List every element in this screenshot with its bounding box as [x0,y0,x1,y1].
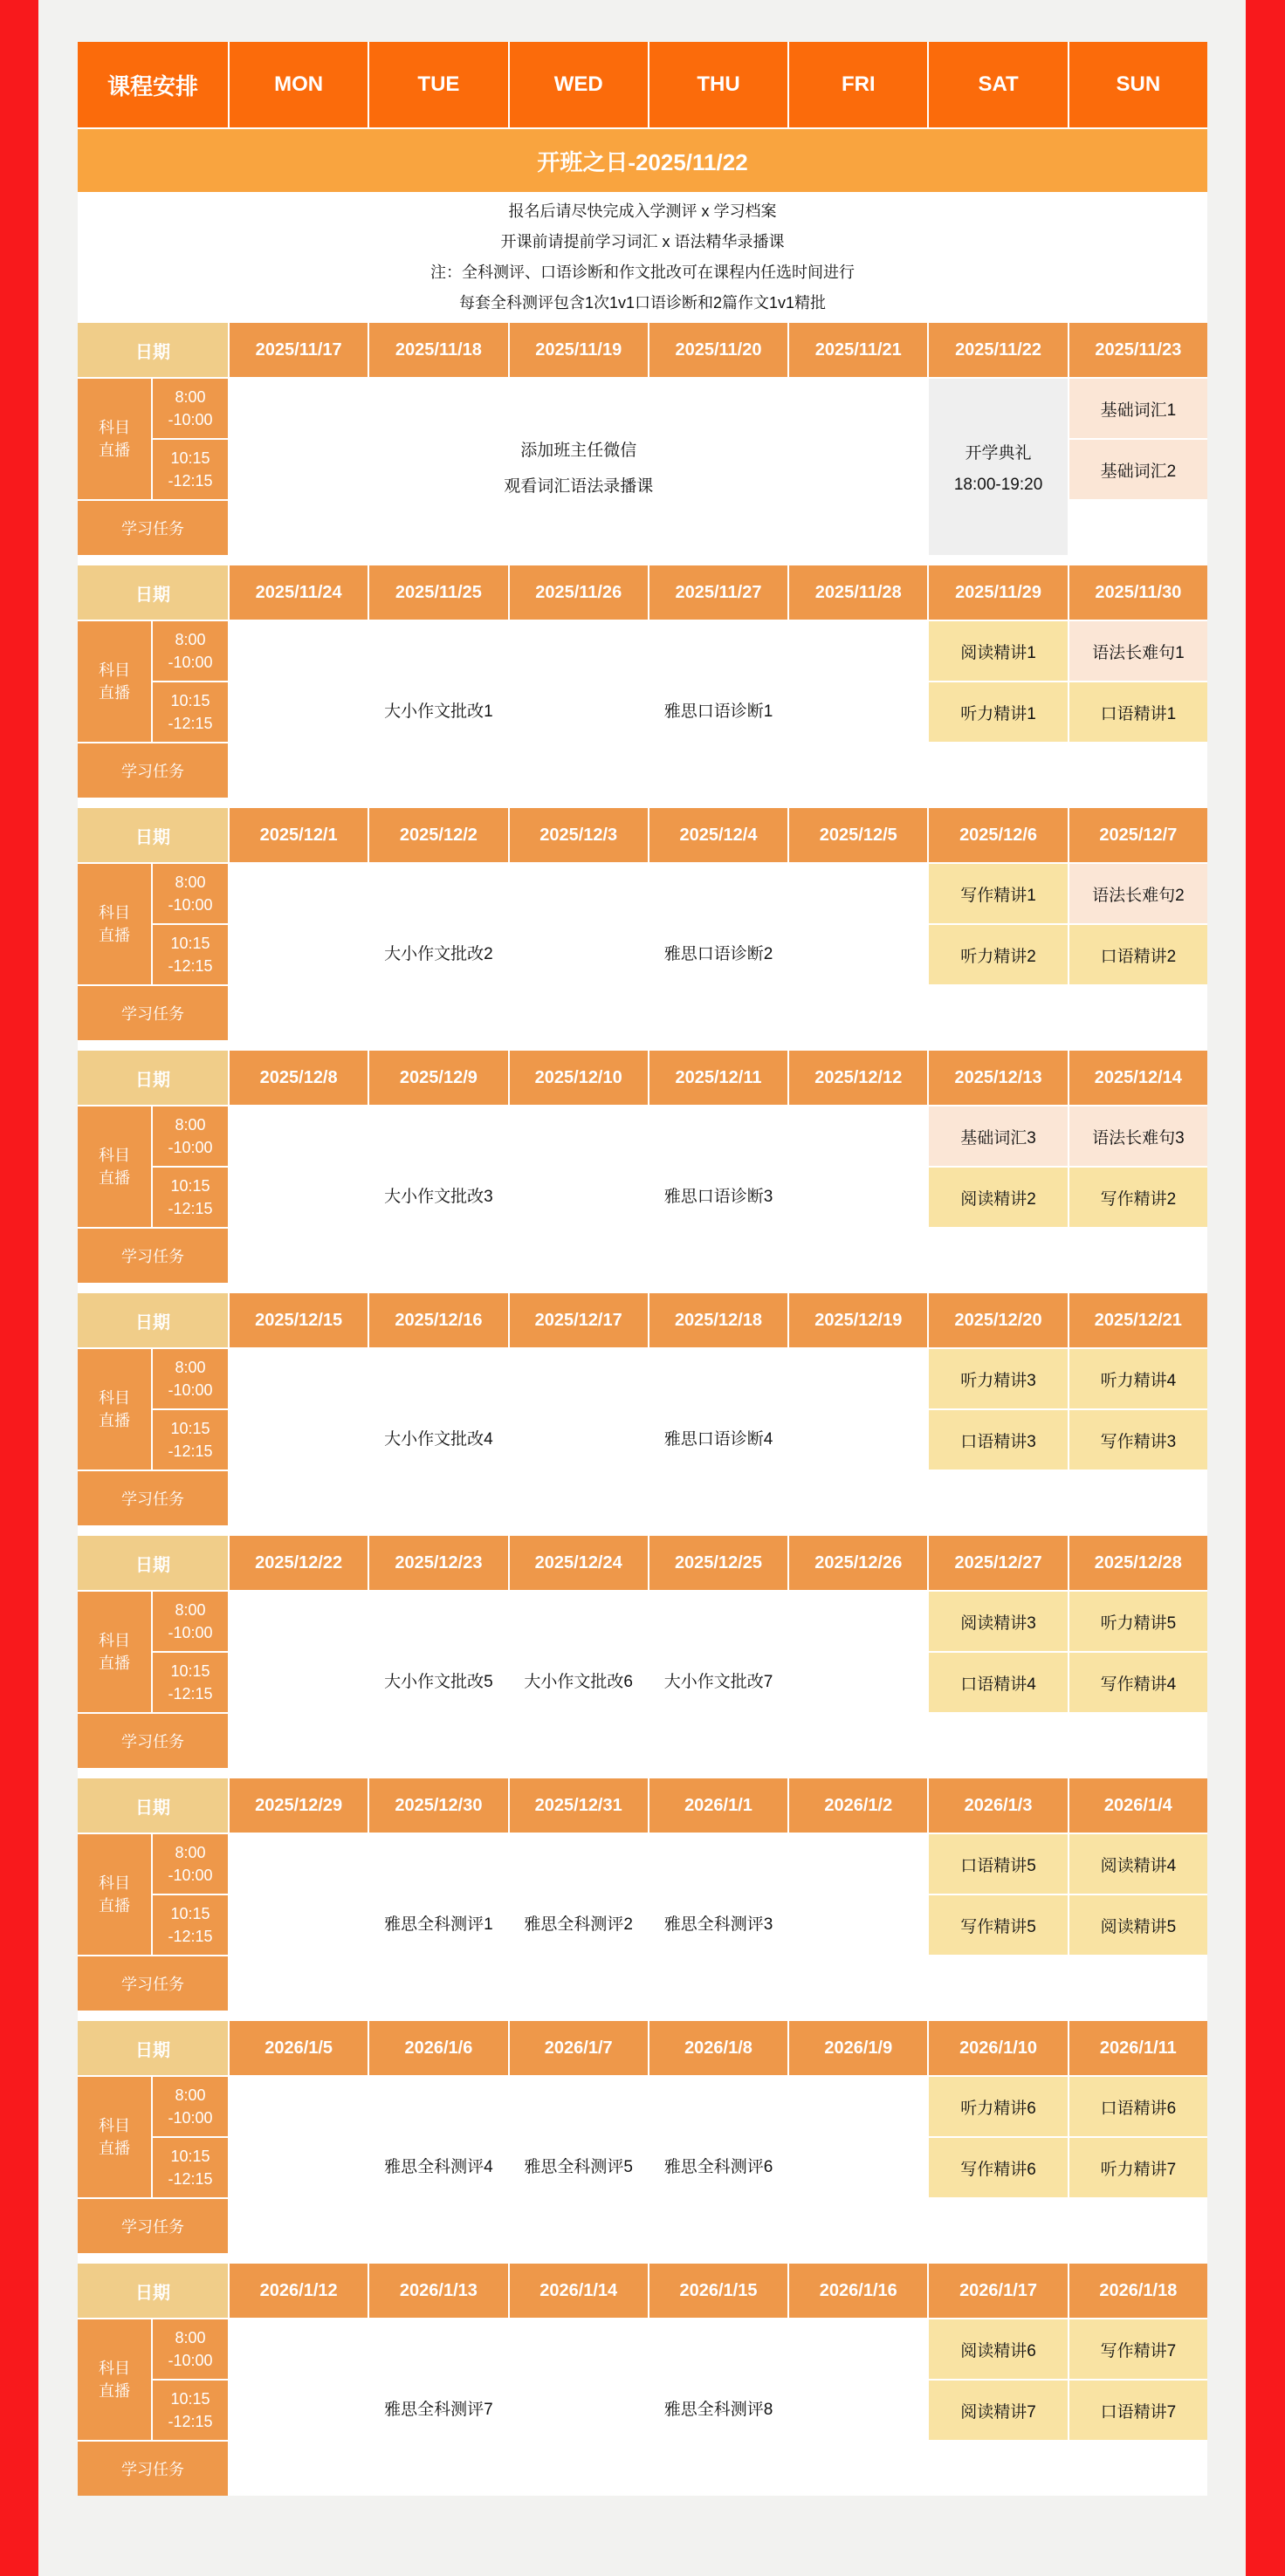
date-cell: 2025/12/26 [789,1536,927,1590]
date-cell: 2025/12/11 [649,1051,787,1105]
date-cell: 2026/1/8 [649,2021,787,2075]
note-line: 报名后请尽快完成入学测评 x 学习档案 [508,202,777,220]
class-cell: 大小作文批改7 [663,1672,773,1691]
date-cell: 2026/1/7 [510,2021,648,2075]
time-slot-1: 8:00 -10:00 [153,621,228,681]
class-cell: 大小作文批改3 [384,1187,493,1206]
date-cell: 2025/12/7 [1069,808,1207,862]
class-cell: 雅思全科测评4 [384,2157,493,2176]
date-cell: 2025/11/21 [789,323,927,377]
notes-block [78,192,1207,323]
week-block-6 [78,1536,1207,1768]
class-cell: 口语精讲4 [929,1653,1067,1712]
date-cell: 2025/12/15 [230,1293,368,1347]
date-row-label: 日期 [78,1051,228,1105]
time-slot-2: 10:15 -12:15 [153,1168,228,1227]
date-cell: 2025/12/23 [369,1536,507,1590]
date-cell: 2025/12/16 [369,1293,507,1347]
date-row-label: 日期 [78,808,228,862]
class-cell: 口语精讲2 [1069,925,1207,984]
subject-live-label: 科目 直播 [78,2319,151,2440]
class-cell: 雅思全科测评7 [384,2400,493,2419]
date-cell: 2026/1/3 [929,1778,1067,1833]
left-red-sidebar [0,0,38,2576]
time-slot-1: 8:00 -10:00 [153,2319,228,2379]
time-slot-2: 10:15 -12:15 [153,2138,228,2197]
date-cell: 2026/1/10 [929,2021,1067,2075]
class-cell: 听力精讲7 [1069,2138,1207,2197]
subject-live-label: 科目 直播 [78,1592,151,1712]
date-cell: 2026/1/17 [929,2264,1067,2318]
date-cell: 2026/1/15 [649,2264,787,2318]
date-cell: 2026/1/12 [230,2264,368,2318]
note-line: 注：全科测评、口语诊断和作文批改可在课程内任选时间进行 [430,264,855,281]
week-block-1 [78,323,1207,555]
class-cell: 语法长难句3 [1069,1106,1207,1166]
class-cell: 雅思全科测评8 [663,2400,773,2419]
time-slot-1: 8:00 -10:00 [153,1106,228,1166]
class-cell: 口语精讲5 [929,1834,1067,1894]
date-cell: 2026/1/11 [1069,2021,1207,2075]
date-cell: 2026/1/16 [789,2264,927,2318]
day-header-tue: TUE [369,42,507,127]
date-row-label: 日期 [78,1778,228,1833]
day-header-mon: MON [230,42,368,127]
date-cell: 2025/11/18 [369,323,507,377]
date-cell: 2025/12/9 [369,1051,507,1105]
class-cell: 写作精讲6 [929,2138,1067,2197]
date-row-label: 日期 [78,323,228,377]
week-block-5 [78,1293,1207,1525]
week-block-7 [78,1778,1207,2011]
task-row-label: 学习任务 [78,1229,228,1283]
class-cell: 写作精讲1 [929,864,1067,923]
date-cell: 2025/12/6 [929,808,1067,862]
subject-live-label: 科目 直播 [78,1106,151,1227]
date-row-label: 日期 [78,1293,228,1347]
time-slot-2: 10:15 -12:15 [153,2381,228,2440]
class-cell: 大小作文批改6 [524,1672,633,1691]
date-cell: 2025/12/8 [230,1051,368,1105]
class-cell: 口语精讲7 [1069,2381,1207,2440]
class-cell: 听力精讲1 [929,682,1067,742]
note-line: 开课前请提前学习词汇 x 语法精华录播课 [500,233,785,250]
right-red-sidebar [1246,0,1285,2576]
date-cell: 2026/1/6 [369,2021,507,2075]
date-cell: 2025/12/12 [789,1051,927,1105]
date-cell: 2025/11/20 [649,323,787,377]
date-cell: 2025/12/10 [510,1051,648,1105]
date-cell: 2025/12/4 [649,808,787,862]
date-cell: 2025/11/24 [230,565,368,620]
week-block-3 [78,808,1207,1040]
class-cell: 雅思全科测评2 [524,1915,633,1934]
date-cell: 2026/1/13 [369,2264,507,2318]
week-block-4 [78,1051,1207,1283]
day-header-sat: SAT [929,42,1067,127]
day-header-thu: THU [649,42,787,127]
date-cell: 2025/12/28 [1069,1536,1207,1590]
date-cell: 2026/1/18 [1069,2264,1207,2318]
time-slot-1: 8:00 -10:00 [153,1349,228,1408]
class-cell: 听力精讲2 [929,925,1067,984]
date-cell: 2026/1/4 [1069,1778,1207,1833]
date-cell: 2025/11/19 [510,323,648,377]
task-row-label: 学习任务 [78,2199,228,2253]
time-slot-2: 10:15 -12:15 [153,1410,228,1470]
class-cell: 雅思全科测评5 [524,2157,633,2176]
date-cell: 2025/12/31 [510,1778,648,1833]
date-cell: 2025/12/1 [230,808,368,862]
date-row-label: 日期 [78,1536,228,1590]
task-row-label: 学习任务 [78,501,228,555]
day-header-fri: FRI [789,42,927,127]
date-cell: 2025/12/18 [649,1293,787,1347]
class-cell-opening-ceremony: 开学典礼 18:00-19:20 [929,379,1067,555]
class-cell: 大小作文批改4 [384,1429,493,1449]
subject-live-label: 科目 直播 [78,621,151,742]
time-slot-2: 10:15 -12:15 [153,440,228,499]
task-row-label: 学习任务 [78,1956,228,2011]
time-slot-1: 8:00 -10:00 [153,379,228,438]
date-cell: 2025/12/19 [789,1293,927,1347]
class-cell: 基础词汇2 [1069,440,1207,499]
class-cell: 大小作文批改5 [384,1672,493,1691]
class-cell: 口语精讲3 [929,1410,1067,1470]
class-cell: 语法长难句1 [1069,621,1207,681]
task-row-label: 学习任务 [78,2442,228,2496]
class-cell: 雅思全科测评1 [384,1915,493,1934]
class-cell: 阅读精讲5 [1069,1895,1207,1955]
week-block-2 [78,565,1207,798]
time-slot-1: 8:00 -10:00 [153,2077,228,2136]
class-cell: 听力精讲4 [1069,1349,1207,1408]
date-row-label: 日期 [78,565,228,620]
date-cell: 2025/12/17 [510,1293,648,1347]
subject-live-label: 科目 直播 [78,2077,151,2197]
date-cell: 2026/1/5 [230,2021,368,2075]
date-cell: 2025/12/22 [230,1536,368,1590]
subject-live-label: 科目 直播 [78,1834,151,1955]
class-cell: 听力精讲5 [1069,1592,1207,1651]
class-cell: 雅思口语诊断1 [663,702,773,721]
date-cell: 2025/12/2 [369,808,507,862]
class-cell: 听力精讲3 [929,1349,1067,1408]
class-cell: 写作精讲2 [1069,1168,1207,1227]
class-cell: 大小作文批改2 [384,944,493,963]
week-block-8 [78,2021,1207,2253]
class-cell: 听力精讲6 [929,2077,1067,2136]
date-cell: 2025/11/29 [929,565,1067,620]
week-block-9 [78,2264,1207,2496]
date-cell: 2025/11/27 [649,565,787,620]
time-slot-1: 8:00 -10:00 [153,1834,228,1894]
schedule-card [78,42,1207,2496]
date-cell: 2025/12/27 [929,1536,1067,1590]
date-cell: 2025/12/25 [649,1536,787,1590]
task-row-label: 学习任务 [78,1714,228,1768]
page-title: 课程安排 [78,42,228,127]
date-cell: 2025/11/30 [1069,565,1207,620]
class-cell: 雅思全科测评3 [663,1915,773,1934]
date-cell: 2025/11/17 [230,323,368,377]
class-cell: 写作精讲7 [1069,2319,1207,2379]
note-line: 每套全科测评包含1次1v1口语诊断和2篇作文1v1精批 [458,294,827,312]
day-header-wed: WED [510,42,648,127]
class-cell: 基础词汇1 [1069,379,1207,438]
date-cell: 2025/12/5 [789,808,927,862]
date-cell: 2025/12/20 [929,1293,1067,1347]
task-row-label: 学习任务 [78,986,228,1040]
time-slot-2: 10:15 -12:15 [153,682,228,742]
class-cell: 写作精讲3 [1069,1410,1207,1470]
class-cell: 雅思口语诊断3 [663,1187,773,1206]
date-cell: 2025/12/30 [369,1778,507,1833]
subject-live-label: 科目 直播 [78,379,151,499]
subject-live-label: 科目 直播 [78,1349,151,1470]
date-cell: 2026/1/2 [789,1778,927,1833]
class-cell: 写作精讲4 [1069,1653,1207,1712]
class-cell: 大小作文批改1 [384,702,493,721]
date-cell: 2025/12/3 [510,808,648,862]
class-cell: 口语精讲1 [1069,682,1207,742]
class-cell: 阅读精讲1 [929,621,1067,681]
date-cell: 2025/11/26 [510,565,648,620]
date-cell: 2025/12/24 [510,1536,648,1590]
class-cell: 写作精讲5 [929,1895,1067,1955]
class-cell: 基础词汇3 [929,1106,1067,1166]
date-cell: 2026/1/1 [649,1778,787,1833]
class-cell: 阅读精讲6 [929,2319,1067,2379]
task-row-label: 学习任务 [78,1471,228,1525]
date-cell: 2025/11/22 [929,323,1067,377]
class-cell: 口语精讲6 [1069,2077,1207,2136]
day-header-sun: SUN [1069,42,1207,127]
date-row-label: 日期 [78,2021,228,2075]
weekday-note-cell: 添加班主任微信 观看词汇语法录播课 [504,442,654,496]
date-cell: 2025/11/25 [369,565,507,620]
class-cell: 阅读精讲4 [1069,1834,1207,1894]
subject-live-label: 科目 直播 [78,864,151,984]
time-slot-1: 8:00 -10:00 [153,864,228,923]
date-cell: 2025/11/28 [789,565,927,620]
date-row-label: 日期 [78,2264,228,2318]
date-cell: 2026/1/9 [789,2021,927,2075]
time-slot-2: 10:15 -12:15 [153,1895,228,1955]
class-cell: 雅思口语诊断4 [663,1429,773,1449]
date-cell: 2025/12/13 [929,1051,1067,1105]
time-slot-2: 10:15 -12:15 [153,925,228,984]
date-cell: 2025/12/14 [1069,1051,1207,1105]
date-cell: 2025/12/21 [1069,1293,1207,1347]
date-cell: 2026/1/14 [510,2264,648,2318]
date-cell: 2025/11/23 [1069,323,1207,377]
time-slot-1: 8:00 -10:00 [153,1592,228,1651]
class-cell: 阅读精讲7 [929,2381,1067,2440]
class-cell: 雅思全科测评6 [663,2157,773,2176]
date-cell: 2025/12/29 [230,1778,368,1833]
class-cell: 阅读精讲3 [929,1592,1067,1651]
class-cell: 阅读精讲2 [929,1168,1067,1227]
time-slot-2: 10:15 -12:15 [153,1653,228,1712]
task-row-label: 学习任务 [78,743,228,798]
class-cell: 语法长难句2 [1069,864,1207,923]
week-header-row [78,42,1207,127]
start-date-banner: 开班之日-2025/11/22 [78,129,1207,192]
class-cell: 雅思口语诊断2 [663,944,773,963]
